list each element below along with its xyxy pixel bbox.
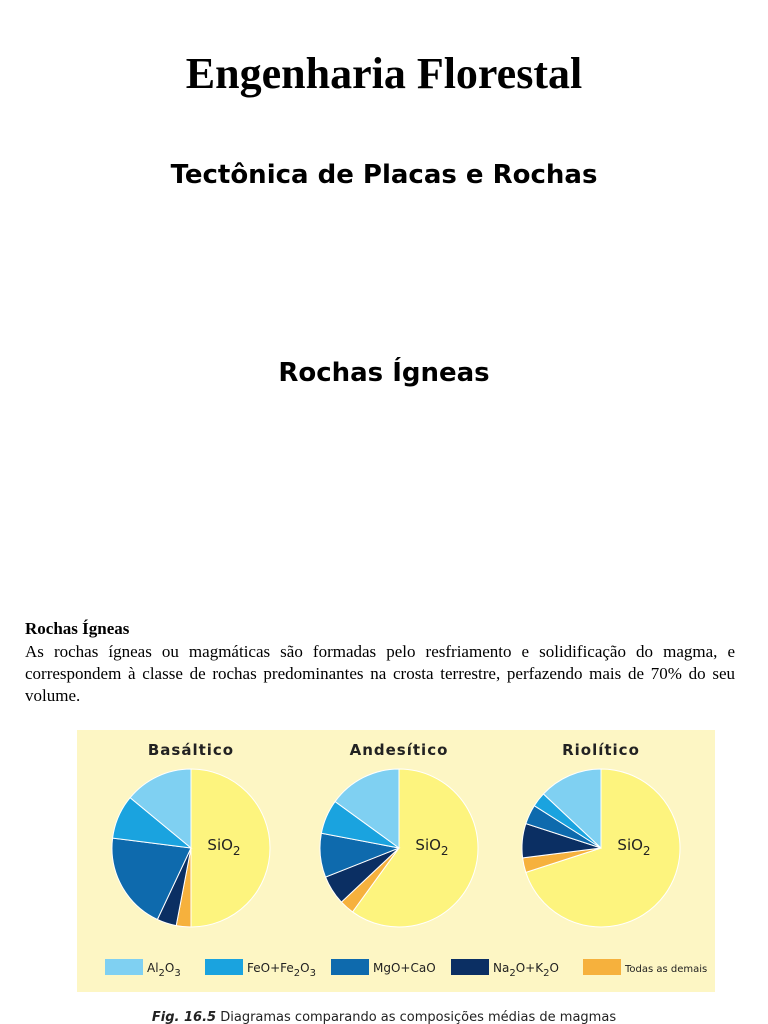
legend-swatch-na2o-k2o [451,959,489,975]
page-title: Engenharia Florestal [185,49,583,98]
legend-swatch-al2o3 [105,959,143,975]
paragraph-heading: Rochas Ígneas [25,619,130,638]
legend-label-na2o-k2o: $Na_2O+K_2O$ [493,961,559,979]
pie-label-sio2: SiO$_2$ [207,836,241,858]
page-subtitle: Tectônica de Placas e Rochas [170,160,598,190]
legend-label-al2o3: $Al_2O_3$ [147,961,181,979]
figure-caption-text: Diagramas comparando as composições médias de magmas [220,1010,617,1024]
figure-caption [0,1010,768,1024]
legend-swatch-mgo-cao [331,959,369,975]
section-title: Rochas Ígneas [278,358,490,388]
pie-label-sio2: SiO$_2$ [415,836,449,858]
figure-caption-number: Fig. 16.5 [151,1010,217,1024]
pie-charts [77,730,715,992]
pie-title-andes-tico: Andesítico [349,741,449,759]
pie-title-bas-ltico: Basáltico [147,741,235,759]
magma-composition-figure [77,730,715,992]
legend-label-todas-as-demais: Todas as demais [625,964,708,975]
legend-label-feo-fe2o3: $FeO+Fe_2O_3$ [247,961,316,979]
legend-swatch-todas-as-demais [583,959,621,975]
legend-swatch-feo-fe2o3 [205,959,243,975]
paragraph-body: As rochas ígneas ou magmáticas são formadas pelo resfriamento e solidificação do magma, e correspondem à classe de rochas predominantes na crosta terrestre, perfazendo mais de 70% do seu volume. [25,642,735,705]
pie-label-sio2: SiO$_2$ [617,836,651,858]
pie-title-riol-tico: Riolítico [562,741,640,759]
legend-label-mgo-cao: MgO+CaO [373,961,436,975]
